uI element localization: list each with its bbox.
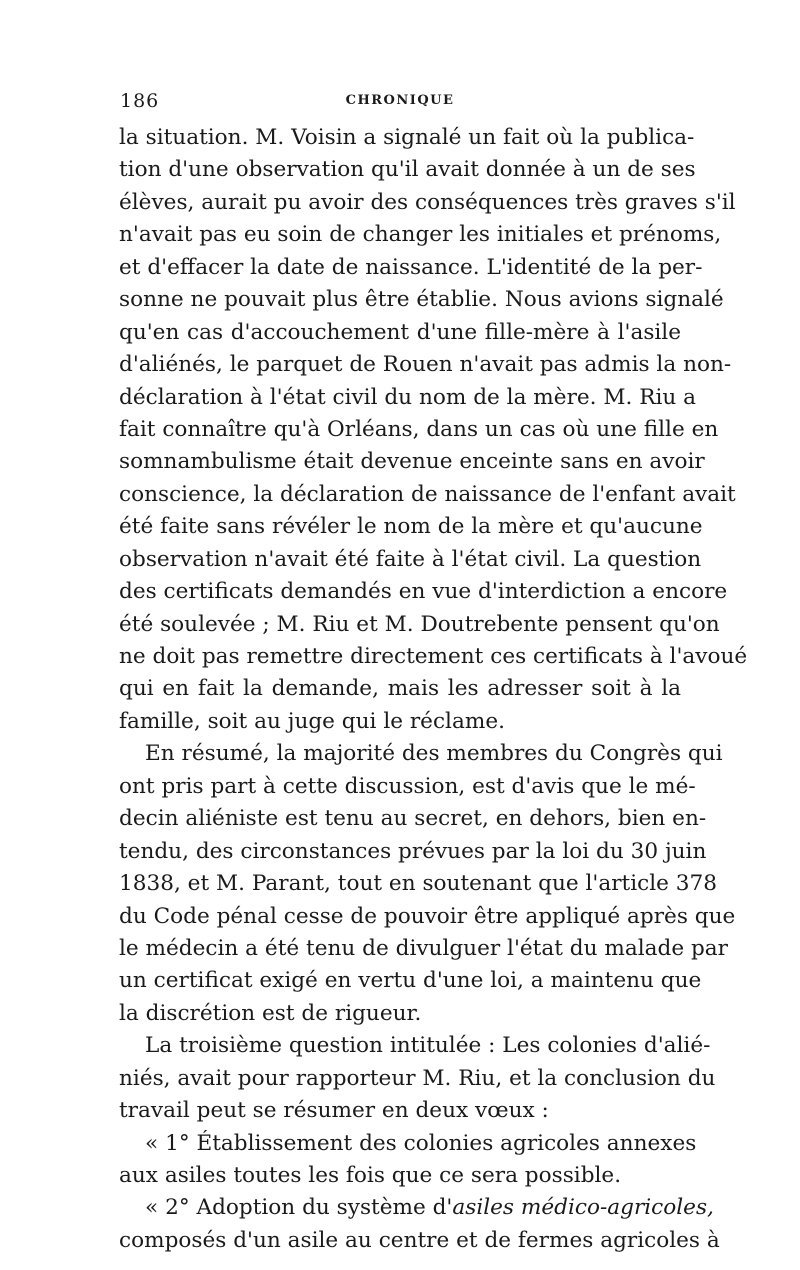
text-line: conscience, la déclaration de naissance de l'enfant avait	[119, 481, 736, 507]
text-line: ont pris part à cette discussion, est d'avis que le mé-	[119, 773, 696, 799]
text-line: la discrétion est de rigueur.	[119, 1000, 422, 1026]
text-line: des certificats demandés en vue d'interdiction a encore	[119, 579, 728, 605]
text-line: la situation. M. Voisin a signalé un fait où la publica-	[119, 125, 695, 150]
page-header	[120, 90, 680, 114]
text-line: qui en fait la demande, mais les adresser soit à la	[119, 676, 681, 702]
text-line: élèves, aurait pu avoir des conséquences très graves s'il	[119, 189, 736, 215]
page-number: 186	[120, 90, 160, 112]
running-title: CHRONIQUE	[345, 93, 455, 108]
text-line: un certificat exigé en vertu d'une loi, a maintenu que	[119, 968, 702, 994]
italic-term: asiles médico-agricoles,	[452, 1195, 714, 1221]
text-line: et d'effacer la date de naissance. L'identité de la per-	[119, 254, 703, 280]
text-line: fait connaître qu'à Orléans, dans un cas où une fille en	[119, 416, 719, 442]
text-line: déclaration à l'état civil du nom de la mère. M. Riu a	[119, 384, 697, 410]
text-line: decin aliéniste est tenu au secret, en dehors, bien en-	[119, 806, 707, 832]
text-line: observation n'avait été faite à l'état civil. La question	[119, 546, 702, 572]
text-line: 1838, et M. Parant, tout en soutenant que l'article 378	[119, 871, 717, 897]
text-line: du Code pénal cesse de pouvoir être appliqué après que	[119, 903, 736, 929]
text-line: qu'en cas d'accouchement d'une fille-mère à l'asile	[119, 319, 681, 345]
text-line: niés, avait pour rapporteur M. Riu, et la conclusion du	[119, 1065, 716, 1091]
text-line: d'aliénés, le parquet de Rouen n'avait pas admis la non-	[119, 352, 732, 378]
paragraph-start-line: La troisième question intitulée : Les colonies d'alié-	[145, 1033, 711, 1059]
text-line: famille, soit au juge qui le réclame.	[119, 708, 505, 734]
quoted-wish-line	[119, 1192, 714, 1224]
text-line: n'avait pas eu soin de changer les initiales et prénoms,	[119, 222, 722, 248]
text-line: le médecin a été tenu de divulguer l'état du malade par	[119, 935, 728, 961]
text-line: somnambulisme était devenue enceinte sans en avoir	[119, 449, 705, 475]
paragraph-start-line: En résumé, la majorité des membres du Congrès qui	[145, 741, 723, 767]
text-line: aux asiles toutes les fois que ce sera possible.	[119, 1163, 622, 1188]
text-line: été faite sans révéler le nom de la mère et qu'aucune	[119, 514, 703, 540]
text-line: sonne ne pouvait plus être établie. Nous avions signalé	[119, 287, 724, 313]
wish-text: « 2° Adoption du système d'	[145, 1195, 453, 1221]
text-line: ne doit pas remettre directement ces certificats à l'avoué	[119, 644, 748, 669]
text-line: travail peut se résumer en deux vœux :	[119, 1098, 549, 1124]
text-line: tion d'une observation qu'il avait donnée à un de ses	[119, 157, 696, 183]
text-line: tendu, des circonstances prévues par la loi du 30 juin	[119, 838, 707, 864]
quoted-wish-line: « 1° Établissement des colonies agricoles annexes	[145, 1130, 697, 1156]
text-line: composés d'un asile au centre et de fermes agricoles à	[119, 1227, 720, 1253]
text-line: été soulevée ; M. Riu et M. Doutrebente pensent qu'on	[119, 611, 720, 637]
body-text	[119, 122, 748, 1257]
